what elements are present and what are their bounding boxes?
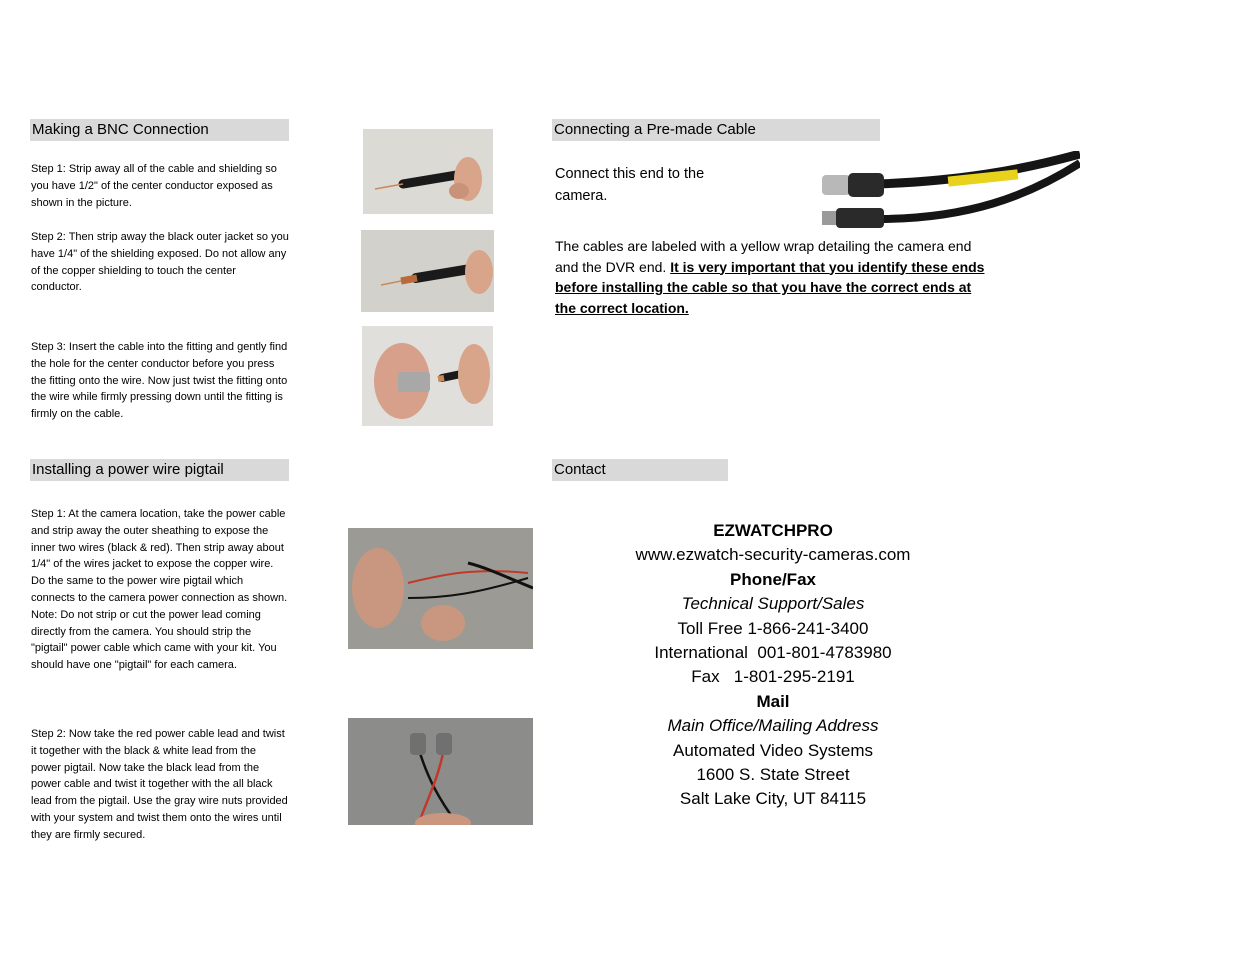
bnc-step-3: Step 3: Insert the cable into the fitting and gently find the hole for the center conductor before you press the fitting onto the wire. Now just twist the fitting onto the wire while firmly pressing down until the fitting is firmly on the cable. xyxy=(31,341,288,421)
contact-support-heading: Technical Support/Sales xyxy=(681,594,865,614)
pigtail-wire-nuts-photo xyxy=(348,718,533,825)
pigtail-step-1: Step 1: At the camera location, take the power cable and strip away the outer sheathing to expose the inner two wires (black & red). Then strip away about 1/4" of the wires jacket to expose the copper wire. Do the same to the power wire pigtail which connects to the camera power connection as shown. Note: Do not strip or cut the power lead coming directly from the camera. You should strip the "pigtail" power cable which came with your kit. You should have one "pigtail" for each camera. xyxy=(31,508,288,672)
contact-section-title: Contact xyxy=(552,459,728,481)
premade-labels-emphasis: It is very important that you identify these ends before installing the cable so that you have the correct ends at the correct location. xyxy=(555,258,985,316)
pigtail-stripped-wires-photo xyxy=(348,528,533,649)
contact-company: EZWATCHPRO xyxy=(713,521,833,540)
contact-tollfree: Toll Free 1-866-241-3400 xyxy=(677,618,869,638)
bnc-step-2: Step 2: Then strip away the black outer jacket so you have 1/4" of the shielding exposed. Do not allow any of the copper shielding to touch the center conductor. xyxy=(31,231,289,294)
contact-block xyxy=(600,519,946,812)
pigtail-section-title: Installing a power wire pigtail xyxy=(30,459,289,481)
bnc-strip-conductor-photo xyxy=(363,129,493,214)
bnc-step-1: Step 1: Strip away all of the cable and shielding so you have 1/2" of the center conductor exposed as shown in the picture. xyxy=(31,163,277,209)
contact-street: 1600 S. State Street xyxy=(696,764,850,784)
pigtail-step-2: Step 2: Now take the red power cable lead and twist it together with the black & white lead from the power pigtail. Now take the black lead from the power cable and twist it together with the all black lead from the pigtail. Use the gray wire nuts provided with your system and twist them onto the wires until they are firmly secured. xyxy=(31,728,288,841)
premade-cable-photo xyxy=(818,151,1080,231)
contact-website-link[interactable]: www.ezwatch-security-cameras.com xyxy=(635,545,911,565)
contact-office-heading: Main Office/Mailing Address xyxy=(667,716,879,736)
premade-labels-text xyxy=(555,236,991,318)
premade-section-title: Connecting a Pre-made Cable xyxy=(552,119,880,141)
contact-city: Salt Lake City, UT 84115 xyxy=(679,789,867,809)
premade-labels-plain: The cables are labeled with a yellow wrap detailing the camera end and the DVR end. xyxy=(555,238,972,275)
contact-mail-heading: Mail xyxy=(756,691,790,711)
bnc-strip-jacket-photo xyxy=(361,230,494,312)
premade-connect-text: Connect this end to the camera. xyxy=(555,166,705,204)
contact-fax: Fax 1-801-295-2191 xyxy=(691,667,855,687)
contact-phone-heading: Phone/Fax xyxy=(730,569,816,589)
contact-international: International 001-801-4783980 xyxy=(654,642,892,662)
contact-org: Automated Video Systems xyxy=(672,740,873,760)
bnc-insert-fitting-photo xyxy=(362,326,493,426)
bnc-section-title: Making a BNC Connection xyxy=(30,119,289,141)
